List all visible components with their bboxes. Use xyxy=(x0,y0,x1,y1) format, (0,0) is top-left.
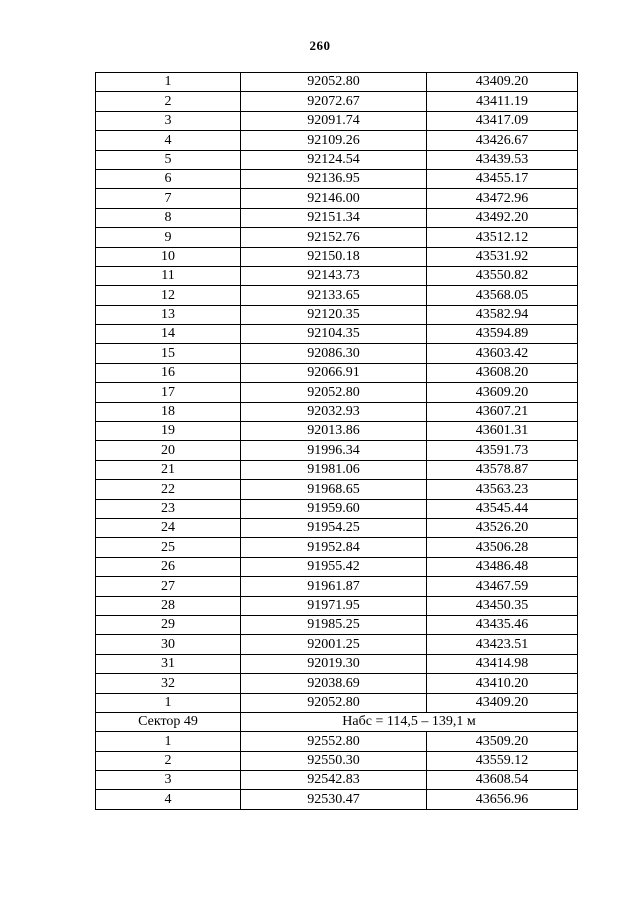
section-label: Сектор 49 xyxy=(96,712,241,731)
table-row xyxy=(96,228,578,247)
y-coordinate-cell: 43609.20 xyxy=(427,383,578,402)
y-coordinate-cell: 43467.59 xyxy=(427,577,578,596)
point-number-cell: 32 xyxy=(96,674,241,693)
table-row xyxy=(96,518,578,537)
table-row xyxy=(96,305,578,324)
table-row xyxy=(96,344,578,363)
x-coordinate-cell: 91996.34 xyxy=(241,441,427,460)
coordinates-table xyxy=(95,72,578,810)
table-row xyxy=(96,480,578,499)
table-row xyxy=(96,538,578,557)
table-row xyxy=(96,790,578,809)
point-number-cell: 25 xyxy=(96,538,241,557)
point-number-cell: 24 xyxy=(96,518,241,537)
table-row xyxy=(96,208,578,227)
x-coordinate-cell: 92151.34 xyxy=(241,208,427,227)
x-coordinate-cell: 92052.80 xyxy=(241,383,427,402)
x-coordinate-cell: 92032.93 xyxy=(241,402,427,421)
table-row xyxy=(96,266,578,285)
table-row xyxy=(96,383,578,402)
x-coordinate-cell: 91954.25 xyxy=(241,518,427,537)
point-number-cell: 27 xyxy=(96,577,241,596)
y-coordinate-cell: 43512.12 xyxy=(427,228,578,247)
table-row xyxy=(96,557,578,576)
x-coordinate-cell: 92013.86 xyxy=(241,422,427,441)
section-header-row xyxy=(96,712,578,731)
x-coordinate-cell: 91955.42 xyxy=(241,557,427,576)
y-coordinate-cell: 43582.94 xyxy=(427,305,578,324)
y-coordinate-cell: 43455.17 xyxy=(427,169,578,188)
x-coordinate-cell: 92091.74 xyxy=(241,111,427,130)
y-coordinate-cell: 43608.54 xyxy=(427,771,578,790)
x-coordinate-cell: 92530.47 xyxy=(241,790,427,809)
x-coordinate-cell: 92124.54 xyxy=(241,150,427,169)
x-coordinate-cell: 92146.00 xyxy=(241,189,427,208)
table-row xyxy=(96,325,578,344)
table-row xyxy=(96,732,578,751)
point-number-cell: 6 xyxy=(96,169,241,188)
section-header xyxy=(96,712,578,731)
x-coordinate-cell: 92133.65 xyxy=(241,286,427,305)
table-row xyxy=(96,693,578,712)
y-coordinate-cell: 43410.20 xyxy=(427,674,578,693)
x-coordinate-cell: 92066.91 xyxy=(241,363,427,382)
y-coordinate-cell: 43439.53 xyxy=(427,150,578,169)
x-coordinate-cell: 92019.30 xyxy=(241,654,427,673)
x-coordinate-cell: 92038.69 xyxy=(241,674,427,693)
point-number-cell: 23 xyxy=(96,499,241,518)
point-number-cell: 22 xyxy=(96,480,241,499)
point-number-cell: 13 xyxy=(96,305,241,324)
point-number-cell: 16 xyxy=(96,363,241,382)
point-number-cell: 4 xyxy=(96,790,241,809)
point-number-cell: 14 xyxy=(96,325,241,344)
y-coordinate-cell: 43509.20 xyxy=(427,732,578,751)
x-coordinate-cell: 92086.30 xyxy=(241,344,427,363)
y-coordinate-cell: 43656.96 xyxy=(427,790,578,809)
x-coordinate-cell: 91985.25 xyxy=(241,615,427,634)
table-row xyxy=(96,111,578,130)
table-row xyxy=(96,654,578,673)
x-coordinate-cell: 92136.95 xyxy=(241,169,427,188)
y-coordinate-cell: 43426.67 xyxy=(427,131,578,150)
point-number-cell: 21 xyxy=(96,460,241,479)
point-number-cell: 10 xyxy=(96,247,241,266)
point-number-cell: 15 xyxy=(96,344,241,363)
y-coordinate-cell: 43450.35 xyxy=(427,596,578,615)
table-row xyxy=(96,771,578,790)
point-number-cell: 20 xyxy=(96,441,241,460)
table-row xyxy=(96,577,578,596)
table-row xyxy=(96,363,578,382)
table-row xyxy=(96,92,578,111)
point-number-cell: 12 xyxy=(96,286,241,305)
table-row xyxy=(96,751,578,770)
x-coordinate-cell: 92143.73 xyxy=(241,266,427,285)
table-row xyxy=(96,286,578,305)
x-coordinate-cell: 91981.06 xyxy=(241,460,427,479)
table-row xyxy=(96,460,578,479)
point-number-cell: 3 xyxy=(96,771,241,790)
point-number-cell: 2 xyxy=(96,751,241,770)
y-coordinate-cell: 43591.73 xyxy=(427,441,578,460)
x-coordinate-cell: 92001.25 xyxy=(241,635,427,654)
page-number: 260 xyxy=(309,38,331,53)
table-row xyxy=(96,402,578,421)
table-row xyxy=(96,615,578,634)
table-row xyxy=(96,131,578,150)
table-row xyxy=(96,150,578,169)
y-coordinate-cell: 43411.19 xyxy=(427,92,578,111)
point-number-cell: 1 xyxy=(96,693,241,712)
y-coordinate-cell: 43506.28 xyxy=(427,538,578,557)
point-number-cell: 30 xyxy=(96,635,241,654)
point-number-cell: 19 xyxy=(96,422,241,441)
table-row xyxy=(96,189,578,208)
point-number-cell: 1 xyxy=(96,732,241,751)
y-coordinate-cell: 43417.09 xyxy=(427,111,578,130)
x-coordinate-cell: 92104.35 xyxy=(241,325,427,344)
x-coordinate-cell: 91952.84 xyxy=(241,538,427,557)
x-coordinate-cell: 92542.83 xyxy=(241,771,427,790)
x-coordinate-cell: 92552.80 xyxy=(241,732,427,751)
table-row xyxy=(96,499,578,518)
y-coordinate-cell: 43435.46 xyxy=(427,615,578,634)
x-coordinate-cell: 92120.35 xyxy=(241,305,427,324)
x-coordinate-cell: 92150.18 xyxy=(241,247,427,266)
y-coordinate-cell: 43526.20 xyxy=(427,518,578,537)
y-coordinate-cell: 43414.98 xyxy=(427,654,578,673)
y-coordinate-cell: 43601.31 xyxy=(427,422,578,441)
point-number-cell: 17 xyxy=(96,383,241,402)
point-number-cell: 2 xyxy=(96,92,241,111)
table-row xyxy=(96,441,578,460)
table-row xyxy=(96,422,578,441)
point-number-cell: 28 xyxy=(96,596,241,615)
table-row xyxy=(96,674,578,693)
x-coordinate-cell: 91959.60 xyxy=(241,499,427,518)
x-coordinate-cell: 92052.80 xyxy=(241,693,427,712)
point-number-cell: 9 xyxy=(96,228,241,247)
y-coordinate-cell: 43409.20 xyxy=(427,693,578,712)
point-number-cell: 31 xyxy=(96,654,241,673)
y-coordinate-cell: 43559.12 xyxy=(427,751,578,770)
section-elevation: Набс = 114,5 – 139,1 м xyxy=(241,712,578,731)
y-coordinate-cell: 43608.20 xyxy=(427,363,578,382)
coordinates-block-a xyxy=(96,73,578,713)
point-number-cell: 18 xyxy=(96,402,241,421)
x-coordinate-cell: 92550.30 xyxy=(241,751,427,770)
y-coordinate-cell: 43545.44 xyxy=(427,499,578,518)
y-coordinate-cell: 43607.21 xyxy=(427,402,578,421)
x-coordinate-cell: 91971.95 xyxy=(241,596,427,615)
point-number-cell: 29 xyxy=(96,615,241,634)
y-coordinate-cell: 43603.42 xyxy=(427,344,578,363)
point-number-cell: 3 xyxy=(96,111,241,130)
x-coordinate-cell: 92072.67 xyxy=(241,92,427,111)
y-coordinate-cell: 43594.89 xyxy=(427,325,578,344)
y-coordinate-cell: 43550.82 xyxy=(427,266,578,285)
table-row xyxy=(96,73,578,92)
x-coordinate-cell: 91961.87 xyxy=(241,577,427,596)
y-coordinate-cell: 43568.05 xyxy=(427,286,578,305)
table-row xyxy=(96,596,578,615)
point-number-cell: 4 xyxy=(96,131,241,150)
point-number-cell: 5 xyxy=(96,150,241,169)
table-row xyxy=(96,635,578,654)
table-row xyxy=(96,169,578,188)
x-coordinate-cell: 92109.26 xyxy=(241,131,427,150)
point-number-cell: 1 xyxy=(96,73,241,92)
point-number-cell: 26 xyxy=(96,557,241,576)
y-coordinate-cell: 43578.87 xyxy=(427,460,578,479)
point-number-cell: 11 xyxy=(96,266,241,285)
y-coordinate-cell: 43472.96 xyxy=(427,189,578,208)
y-coordinate-cell: 43423.51 xyxy=(427,635,578,654)
point-number-cell: 7 xyxy=(96,189,241,208)
point-number-cell: 8 xyxy=(96,208,241,227)
y-coordinate-cell: 43486.48 xyxy=(427,557,578,576)
y-coordinate-cell: 43492.20 xyxy=(427,208,578,227)
x-coordinate-cell: 92152.76 xyxy=(241,228,427,247)
table-row xyxy=(96,247,578,266)
coordinates-block-b xyxy=(96,732,578,810)
x-coordinate-cell: 92052.80 xyxy=(241,73,427,92)
x-coordinate-cell: 91968.65 xyxy=(241,480,427,499)
y-coordinate-cell: 43409.20 xyxy=(427,73,578,92)
y-coordinate-cell: 43563.23 xyxy=(427,480,578,499)
y-coordinate-cell: 43531.92 xyxy=(427,247,578,266)
